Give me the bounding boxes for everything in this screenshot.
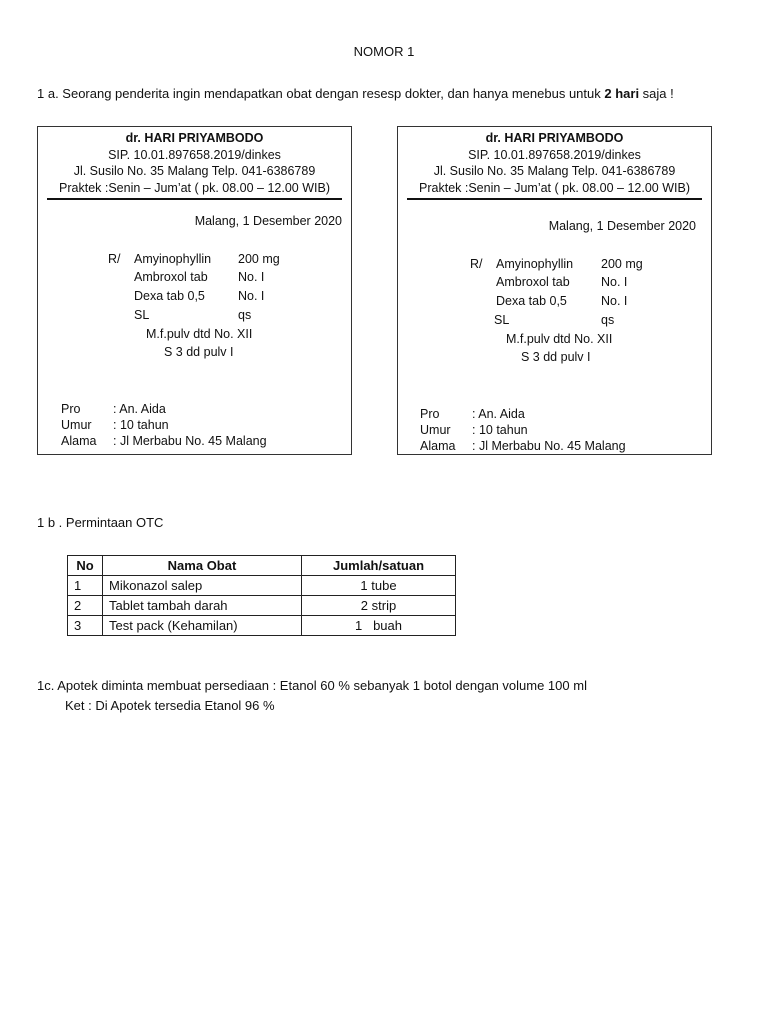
question-1b: 1 b . Permintaan OTC <box>37 515 164 530</box>
rx-item-name: SL <box>494 313 510 327</box>
table-cell: 3 <box>68 616 103 636</box>
patient-label: Umur <box>61 418 92 432</box>
doctor-name: dr. HARI PRIYAMBODO <box>485 131 624 145</box>
table-row <box>68 596 456 616</box>
rx-item-name: Dexa tab 0,5 <box>134 289 205 303</box>
table-cell: Test pack (Kehamilan) <box>103 616 302 636</box>
doctor-sip: SIP. 10.01.897658.2019/dinkes <box>108 148 281 162</box>
doctor-address: Jl. Susilo No. 35 Malang Telp. 041-6386789 <box>433 164 676 178</box>
table-cell: 2 strip <box>302 596 456 616</box>
rx-item-name: Amyinophyllin <box>496 257 574 271</box>
rx-item-name: Ambroxol tab <box>496 275 570 289</box>
table-header-row <box>68 556 456 576</box>
question-1a-bold: 2 hari <box>604 86 640 101</box>
question-1c: 1c. Apotek diminta membuat persediaan : Etanol 60 % sebanyak 1 botol dengan volume 100 ml <box>37 678 587 693</box>
rx-item-dose: No. I <box>601 275 628 289</box>
table-cell: 1 buah <box>302 616 456 636</box>
column-header: Jumlah/satuan <box>302 556 456 576</box>
patient-label: Pro <box>61 402 81 416</box>
table-row <box>68 576 456 596</box>
prescription-1 <box>37 126 352 455</box>
rx-item-name: Ambroxol tab <box>134 270 208 284</box>
prescription-date: Malang, 1 Desember 2020 <box>194 214 342 228</box>
patient-value: : Jl Merbabu No. 45 Malang <box>472 439 626 453</box>
rx-item-name: Amyinophyllin <box>134 252 212 266</box>
rx-item-dose: 200 mg <box>238 252 280 266</box>
page-title: NOMOR 1 <box>353 44 415 59</box>
prescription-date: Malang, 1 Desember 2020 <box>548 219 696 233</box>
column-header: Nama Obat <box>103 556 302 576</box>
table-row <box>68 616 456 636</box>
rx-mf: M.f.pulv dtd No. XII <box>506 332 613 346</box>
rx-item-dose: 200 mg <box>601 257 643 271</box>
rx-item-name: SL <box>134 308 150 322</box>
table-cell: Mikonazol salep <box>103 576 302 596</box>
doctor-sip: SIP. 10.01.897658.2019/dinkes <box>468 148 641 162</box>
question-1a-prefix: 1 a. Seorang penderita ingin mendapatkan obat dengan resesp dokter, dan hanya menebus untuk <box>37 86 605 101</box>
header-divider <box>407 198 702 200</box>
doctor-address: Jl. Susilo No. 35 Malang Telp. 041-6386789 <box>73 164 316 178</box>
patient-label: Pro <box>420 407 440 421</box>
rx-signa: S 3 dd pulv I <box>164 345 234 359</box>
rx-item-dose: No. I <box>238 270 265 284</box>
patient-value: : An. Aida <box>113 402 166 416</box>
header-divider <box>47 198 342 200</box>
doctor-practice-hours: Praktek :Senin – Jum’at ( pk. 08.00 – 12.00 WIB) <box>419 181 690 195</box>
patient-label: Umur <box>420 423 451 437</box>
rx-item-dose: qs <box>238 308 252 322</box>
table-cell: Tablet tambah darah <box>103 596 302 616</box>
patient-value: : An. Aida <box>472 407 525 421</box>
rx-item-dose: qs <box>601 313 615 327</box>
column-header: No <box>68 556 103 576</box>
table-cell: 1 <box>68 576 103 596</box>
patient-label: Alama <box>61 434 97 448</box>
rx-signa: S 3 dd pulv I <box>521 350 591 364</box>
patient-value: : 10 tahun <box>113 418 169 432</box>
doctor-name: dr. HARI PRIYAMBODO <box>125 131 264 145</box>
patient-value: : Jl Merbabu No. 45 Malang <box>113 434 267 448</box>
rx-symbol: R/ <box>108 252 121 266</box>
patient-label: Alama <box>420 439 456 453</box>
otc-table <box>67 555 456 636</box>
rx-symbol: R/ <box>470 257 483 271</box>
table-cell: 1 tube <box>302 576 456 596</box>
question-1a-suffix: saja ! <box>639 86 674 101</box>
rx-item-dose: No. I <box>601 294 628 308</box>
prescription-2 <box>397 126 712 455</box>
question-1a <box>37 86 674 101</box>
question-1c-note: Ket : Di Apotek tersedia Etanol 96 % <box>65 698 275 713</box>
table-cell: 2 <box>68 596 103 616</box>
rx-mf: M.f.pulv dtd No. XII <box>146 327 253 341</box>
rx-item-dose: No. I <box>238 289 265 303</box>
patient-value: : 10 tahun <box>472 423 528 437</box>
doctor-practice-hours: Praktek :Senin – Jum’at ( pk. 08.00 – 12.00 WIB) <box>59 181 330 195</box>
rx-item-name: Dexa tab 0,5 <box>496 294 567 308</box>
